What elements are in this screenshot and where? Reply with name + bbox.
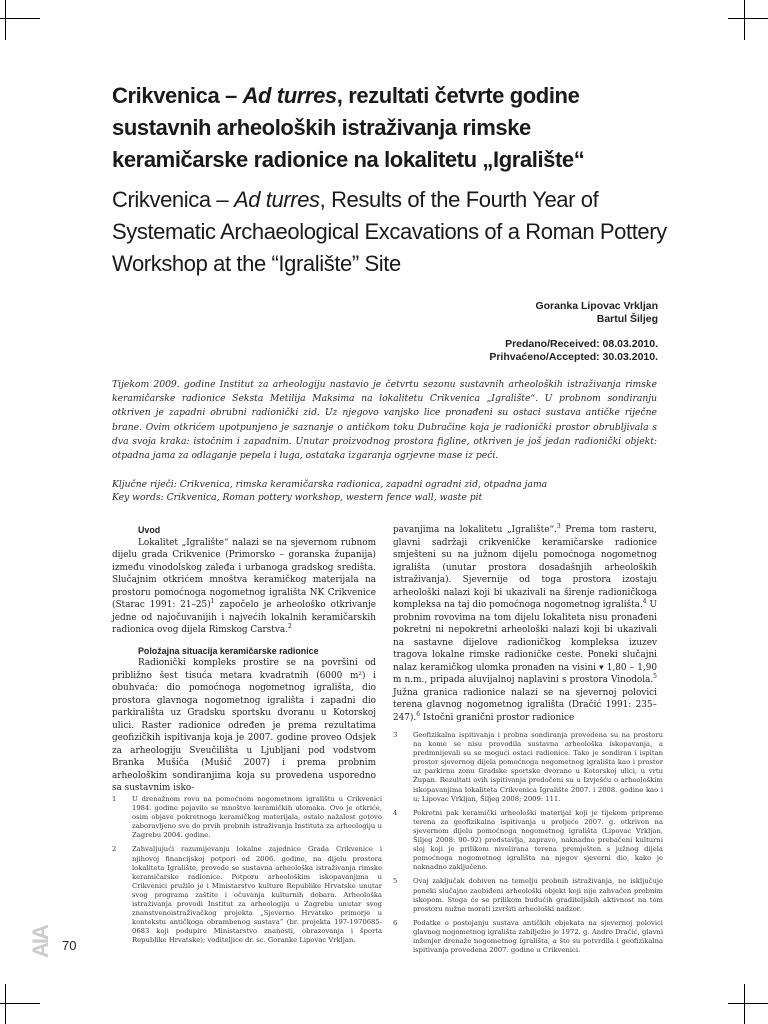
- author-2: Bartul Šiljeg: [596, 313, 658, 325]
- footnote-6: 6 Podatke o postojanju sustava antičkih objekata na sjevernoj polovici glavnog nogometnog igrališta zabilježio je 1972. g. Andro Dračić, glavni inženjer drenaže nogometnog igrališta, a što su potvrdila i geofizikalna ispitivanja provedena 2007. godine u Crikvenici.: [393, 918, 663, 955]
- section-heading-intro: Uvod: [138, 525, 161, 535]
- title-english-italic: Ad turres: [233, 187, 320, 212]
- section-heading-location: Položajna situacija keramičarske radionice: [138, 645, 319, 656]
- crop-mark: [728, 18, 768, 19]
- crop-mark: [744, 0, 745, 40]
- crop-mark: [728, 1003, 768, 1004]
- crop-mark: [5, 984, 6, 1024]
- received-date: Predano/Received: 08.03.2010.: [505, 338, 658, 350]
- title-english: Crikvenica – Ad turres, Results of the Fourth Year of Systematic Archaeological Excavations of a Roman Pottery Workshop at the “Igralište” Site: [112, 187, 667, 276]
- paragraph-continued: pavanjima na lokalitetu „Igralište“.$^3$ Prema tom rasteru, glavni sadržaji crikveničke keramičarske radionice smješteni su na južnom dijelu pomoćnoga nogometnog igrališta (unutar prostora dosadašnjih arheoloških istraživanja). Sjevernije od toga prostora izostaju arheološki nalazi koji bi ukazivali na širenje radioničkoga kompleksa na taj dio pomoćnoga nogometnog igrališta.$^4$ U probnim rovovima na tom dijelu lokaliteta nisu pronađeni pokretni ni nepokretni arheološki nalazi koji bi ukazivali na sastavne dijelove radioničkog kompleksa izuzev tragova lokalne rimske radioničke ceste. Poneki slučajni nalaz keramičkog ulomka pronađen na visini ▾ 1,80 – 1,90 m n.m., pripada aluvijalnoj naplavini s prostora Vinodola.$^5$ Južna granica radionice nalazi se na sjevernoj polovici terena glavnog nogometnog igrališta (Dračić 1991: 235–247).$^6$ Istočni granični prostor radionice: [393, 523, 657, 723]
- accepted-date: Prihvaćeno/Accepted: 30.03.2010.: [489, 351, 658, 363]
- footnote-4: 4 Pokretni pak keramički arheološki materijal koji je tijekom pripreme terena za geofizikalna ispitivanja u proljeće 2007. g. otkriven na sjevernom dijelu pomoćnoga nogometnog igrališta (Lipovac Vrkljan, Šiljeg 2008: 90–92) predstavlja, zapravo, naknadno prebačeni kulturni sloj koji je prilikom nivelirana terena premješten s južnog dijela pomoćnoga nogometnog igrališta na njegov sjeverni dio, kako je naknadno zaključeno.: [393, 808, 663, 872]
- footnotes-right: [393, 731, 663, 960]
- keywords: [112, 478, 657, 504]
- crop-mark: [0, 18, 40, 19]
- abstract: Tijekom 2009. godine Institut za arheologiju nastavio je četvrtu sezonu sustavnih arheoloških istraživanja rimske keramičarske radionice Seksta Metilija Maksima na lokalitetu Crikvenica „Igralište“. U probnom sondiranju otkriven je zapadni obrubni radionički zid. Uz njegovo vanjsko lice pronađeni su ostaci sustava antičke riječne brane. Ovim otkrićem upotpunjeno je saznanje o antičkom toku Dubračine koja je radionički prostor obrubljivala s dva svoja kraka: istočnim i zapadnim. Unutar proizvodnog prostora figline, otkriven je još jedan radionički objekt: otpadna jama za odlaganje pepela i luga, ostataka izgaranja ogrjevne mase iz peći.: [112, 379, 657, 462]
- keywords-croatian: Ključne riječi: Crikvenica, rimska keramičarska radionica, zapadni ogradni zid, otpadna jama: [112, 479, 548, 490]
- crop-mark: [744, 984, 745, 1024]
- left-column: [112, 524, 376, 795]
- paragraph-location: Radionički kompleks prostire se na površini od približno šest tisuća metara kvadratnih (6000 m²) i obuhvaća: dio pomoćnoga nogometnog igrališta, dio prostora glavnoga nogometnog igrališta i zapadni dio parkirališta uz Gradsku sportsku dvoranu u Kotorskoj ulici. Raster radionice određen je prema rezultatima geofizičkih ispitivanja koja je 2007. godine proveo Odsjek za arheologiju Sveučilišta u Ljubljani pod vodstvom Branka Mušiča (Mušič 2007) i prema probnim arheološkim sondiranjima koja su provedena usporedno sa sustavnim isko-: [112, 658, 376, 793]
- crop-mark: [0, 1003, 40, 1004]
- footnotes-left: [112, 795, 382, 951]
- footnote-5: 5 Ovaj zaključak dobiven na temelju probnih istraživanja, ne isključuje poneki slučajno zaobiđeni arheološki objekt koji nije zahvaćen probnim iskopom. Stoga će se prilikom budućih graditeljskih aktivnost na tom prostoru nužno morati izvršiti arheološki nadzor.: [393, 877, 663, 913]
- footnote-3: 3 Geofizikalna ispitivanja i probna sondiranja provedena su na prostoru na kome se nisu provodila sustavna arheološka iskopavanja, a predmnijevali su se mogući ostaci radionice. Tako je sondiran i ispitan prostor sjevernog dijela pomoćnoga nogometnog igrališta kao i prostor uz parkirnu zonu Gradske sportske dvorane u Kotorskoj ulici, u vrtu Župan. Rezultati ovih ispitivanja predočeni su u Izvješću o arheološkim iskopavanjima lokaliteta Crikvenica Igralište 2007. i 2008. godine kao i u: Lipovac Vrkljan, Šiljeg 2008; 2009: 111.: [393, 731, 663, 803]
- author-1: Goranka Lipovac Vrkljan: [535, 300, 658, 312]
- footnote-2: 2 Zahvaljujući razumijevanju lokalne zajednice Grada Crikvenice i njihovoj financijskoj potpori od 2006. godine, na dijelu prostora lokaliteta Igralište, provode se sustavna arheološka istraživanja rimske keramičarske radionice. Potporu arheološkim iskopavanjima u Crikvenici pružilo je i Ministarstvo kulture Republike Hrvatske unutar svog programa zaštite i očuvanja kulturnih dobara. Arheološka istraživanja provodi Institut za arheologiju u Zagrebu unutar svog znanstvenoistraživačkog projekta „Sjeverno Hrvatsko primorje u kontekstu antičkoga obrambenog sustava“ (br. projekta 197-1970685-0683 koji podupire Ministarstvo znanosti, obrazovanja i športa Republike Hrvatske); voditeljice dr. sc. Goranke Lipovac Vrkljan.: [112, 845, 382, 945]
- right-column: [393, 524, 657, 724]
- title-croatian: Crikvenica – Ad turres, rezultati četvrte godine sustavnih arheoloških istraživanja rimske keramičarske radionice na lokalitetu „Igralište“: [112, 83, 585, 172]
- page-number: 70: [62, 938, 77, 953]
- paragraph-intro: Lokalitet „Igralište“ nalazi se na sjevernom rubnom dijelu grada Crikvenice (Primorsko – goranska županija) između vinodolskog zaleđa i urbanoga gradskog središta. Slučajnim otkrićem mnoštva keramičkog materijala na prostoru pomoćnoga nogometnog igrališta NK Crikvenice (Starac 1991: 21–25)$^1$ započelo je arheološko otkrivanje jedne od najočuvanijih i najvećih lokalnih keramičarskih radionica ovog dijela Rimskog Carstva.$^2$: [112, 537, 376, 635]
- dates: [489, 338, 658, 364]
- title-croatian-italic: Ad turres: [242, 83, 337, 108]
- journal-logo: AIA: [28, 926, 53, 958]
- footnote-1: 1 U drenažnom rovu na pomoćnom nogometnom igralištu u Crikvenici 1984. godine pojavilo se mnoštvo keramičkih ulomaka. Ovo je otkriće, osim objave pokretnoga keramičkog materijala, ostalo nažalost gotovo zaboravljeno sve do prvih probnih istraživanja Instituta za arheologiju u Zagrebu 2004. godine.: [112, 795, 382, 840]
- authors: [535, 300, 658, 326]
- crop-mark: [5, 0, 6, 40]
- keywords-english: Key words: Crikvenica, Roman pottery workshop, western fence wall, waste pit: [112, 492, 483, 503]
